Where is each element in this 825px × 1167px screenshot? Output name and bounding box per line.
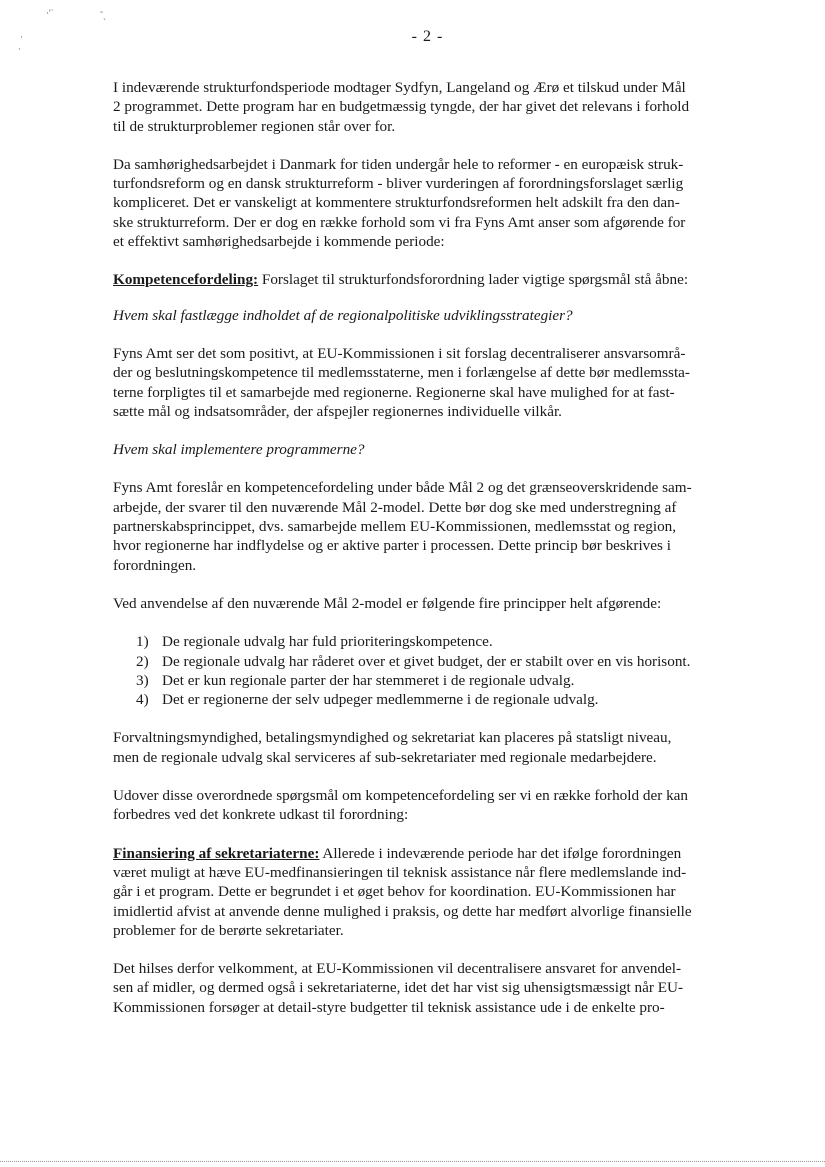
page-number: - 2 - [411, 28, 444, 45]
scan-artifact: ˜ˎ [100, 10, 106, 20]
scan-artifact: ·'˙ [46, 8, 54, 18]
section-text-kompetencefordeling: Forslaget til strukturfondsforordning lader vigtige spørgsmål stå åbne: [258, 271, 689, 289]
paragraph-intro: I indeværende strukturfondsperiode modtager Sydfyn, Langeland og Ærø et tilskud under Mål 2 programmet. Dette program har en budgetmæssig tyngde, der har givet det relevans i forhold til de strukturproblemer regionen står over for. [113, 79, 690, 135]
paragraph-kompetencefordeling [113, 270, 753, 289]
paragraph-model-proposal: Fyns Amt foreslår en kompetencefordeling under både Mål 2 og det grænseoverskridende sam- arbejde, der svarer til den nuværende Mål 2-model. Dette bør dog ske med understregning af partnerskabsprincippet, dvs. samarbejde mellem EU-Kommissionen, medlemsstat og region, hvor regionerne har indflydelse og er aktive parter i processen. Dette princip bør beskrives i forordningen. [113, 479, 692, 574]
scan-artifact: · [18, 44, 21, 54]
section-heading-kompetencefordeling: Kompetencefordeling: [113, 271, 259, 289]
paragraph-finansiering [113, 844, 753, 940]
paragraph-reform: Da samhørighedsarbejdet i Danmark for tiden undergår hele to reformer - en europæisk struk- turfondsreform og en dansk strukturreform - bliver vurderingen af forordningsforslaget særlig kompliceret. Det er vanskeligt at kommentere strukturfondsreformen helt adskilt fra den dan- ske strukturreform. Der er dog en række forhold som vi fra Fyns Amt anser som afgørende for et effektivt samhørighedsarbejde i kommende periode: [113, 155, 686, 251]
list-item-text: De regionale udvalg har fuld prioriteringskompetence. [162, 633, 493, 651]
list-item [136, 690, 753, 709]
paragraph-principles-intro: Ved anvendelse af den nuværende Mål 2-model er følgende fire principper helt afgørende: [113, 594, 662, 612]
paragraph-decentralisation: Fyns Amt ser det som positivt, at EU-Kommissionen i sit forslag decentraliserer ansvarsområ- der og beslutningskompetence til medlemsstaterne, men i forlængelse af dette bør medlemssta- terne forpligtes til et samarbejde med regionerne. Regionerne skal have mulighed for at fast- sætte mål og indsatsområder, der afspejler regionernes individuelle vilkår. [113, 344, 690, 420]
list-item-number: 2) [136, 652, 149, 670]
list-item [136, 632, 753, 651]
list-item-text: Det er regionerne der selv udpeger medlemmerne i de regionale udvalg. [162, 691, 599, 709]
scan-artifact: · [20, 32, 23, 42]
list-item [136, 671, 753, 690]
paragraph-improvements: Udover disse overordnede spørgsmål om kompetencefordeling ser vi en række forhold der kan forbedres ved det konkrete udkast til forordning: [113, 787, 688, 824]
list-item-text: De regionale udvalg har råderet over et givet budget, der er stabilt over en vis horisont. [162, 652, 691, 670]
paragraph-authorities: Forvaltningsmyndighed, betalingsmyndighed og sekretariat kan placeres på statsligt niveau, men de regionale udvalg skal serviceres af sub-sekretariater med regionale medarbejdere. [113, 729, 672, 766]
list-item-number: 1) [136, 633, 149, 651]
list-item-number: 3) [136, 671, 149, 689]
question-implementation: Hvem skal implementere programmerne? [113, 441, 365, 459]
list-item [136, 652, 753, 671]
section-heading-finansiering: Finansiering af sekretariaterne: [113, 844, 320, 862]
document-body [113, 78, 753, 1017]
page-bottom-edge [0, 1161, 825, 1162]
principles-list [113, 632, 753, 709]
list-item-number: 4) [136, 691, 149, 709]
question-strategies: Hvem skal fastlægge indholdet af de regionalpolitiske udviklingsstrategier? [113, 306, 573, 324]
paragraph-decentralise-funds: Det hilses derfor velkomment, at EU-Kommissionen vil decentralisere ansvaret for anvendel- sen af midler, og dermed også i sekretariaterne, idet det har vist sig uhensigtsmæssigt når EU- Kommissionen forsøger at detail-styre budgetter til teknisk assistance ude i de enkelte pro- [113, 960, 684, 1016]
section-text-finansiering: Allerede i indeværende periode har det ifølge forordningen været muligt at hæve EU-medfinansieringen til teknisk assistance når flere medlemslande ind- går i et program. Dette er begrundet i et øget behov for koordination. EU-Kommissionen har imidlertid afvist at anvende denne mulighed i praksis, og dette har medført alvorlige finansielle problemer for de berørte sekretariater. [113, 844, 692, 939]
list-item-text: Det er kun regionale parter der har stemmeret i de regionale udvalg. [162, 671, 575, 689]
